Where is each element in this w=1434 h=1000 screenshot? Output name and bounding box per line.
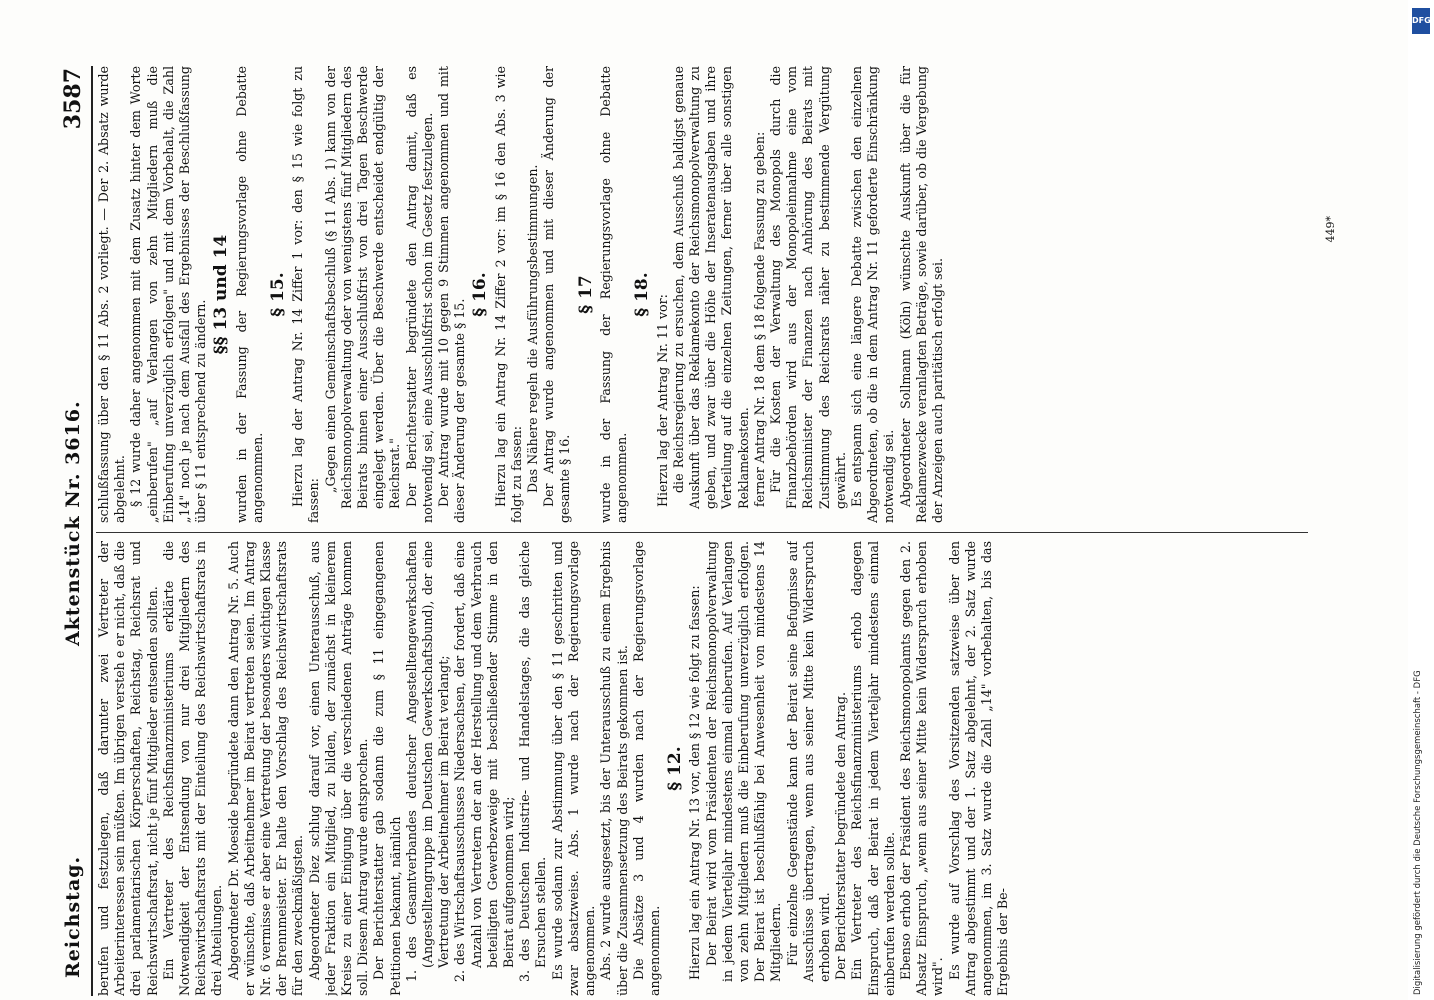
paragraph: Der Berichterstatter gab sodann die zum § 11 eingegangenen Petitionen bekannt, nämlich (371, 541, 403, 996)
paragraph: schlußfassung über den § 11 Abs. 2 vorliegt. — Der 2. Absatz wurde abgelehnt. (96, 66, 128, 523)
paragraph: Es entspann sich eine längere Debatte zwischen den einzelnen Abgeordneten, ob die in dem Antrag Nr. 11 geforderte Einschränkung notwendig sei. (848, 66, 897, 523)
paragraph: ferner Antrag Nr. 18 dem § 18 folgende Fassung zu geben: (751, 131, 767, 507)
header-left: Reichstag. (62, 855, 84, 978)
paragraph: berufen und festzulegen, daß darunter zwei Vertreter der Arbeiterinteressen sein müßten. Im übrigen versteh e er nicht, daß die drei parlamentarischen Körperschaften, Reichstag, Reichsrat und Reichswirtschaftsrat, nicht je fünf Mitglieder entsenden sollten. (96, 541, 160, 996)
list-item: 3. des Deutschen Industrie- und Handelstages, die das gleiche Ersuchen stellen. (517, 541, 549, 982)
paragraph: Abs. 2 wurde ausgesetzt, bis der Unterausschuß zu einem Ergebnis über die Zusammensetzung des Beirats gekommen ist. (598, 541, 630, 996)
paragraph: wurden in der Fassung der Regierungsvorlage ohne Debatte angenommen. (233, 66, 265, 523)
paragraph: Ein Vertreter des Reichsfinanzministeriums erhob dagegen Einspruch, daß der Beirat in jedem Vierteljahr mindestens einmal einberufen werden sollte. (849, 541, 897, 996)
paragraph: Hierzu lag ein Antrag Nr. 13 vor, den § 12 wie folgt zu fassen: (687, 585, 703, 980)
paragraph: Hierzu lag der Antrag Nr. 14 Ziffer 1 vor: den § 15 wie folgt zu fassen: (290, 66, 322, 523)
header-rule (91, 66, 93, 996)
digitization-credit: Digitalisierung gefördert durch die Deutsche Forschungsgemeinschaft - DFG (1413, 670, 1423, 995)
quoted-text: Für einzelne Gegenstände kann der Beirat seine Befugnisse auf Ausschüsse übertragen, wenn aus seiner Mitte kein Widerspruch erhoben wird. (784, 541, 832, 982)
quoted-text: Der Beirat wird vom Präsidenten der Reichsmonopolverwaltung in jedem Vierteljahr mindestens einmal einberufen. Auf Verlangen von zehn Mitgliedern muß die Einberufung unverzüglich erfolgen. Der Beirat ist beschlußfähig bei Anwesenheit von mindestens 14 Mitgliedern. (703, 541, 784, 982)
quoted-text: Für die Kosten der Verwaltung des Monopols durch die Finanzbehörden wird aus der Monopoleinnahme eine vom Reichsminister der Finanzen nach Anhörung des Beirats mit Zustimmung des Reichsrats näher zu bestimmende Vergütung gewährt. (767, 66, 848, 509)
right-text-column (96, 66, 1318, 523)
list-item: 1. des Gesamtverbandes deutscher Angestelltengewerkschaften (Angestelltengruppe im Deutschen Gewerkschaftsbund), der eine Vertretung der Arbeitnehmer im Beirat verlangt; (403, 541, 452, 982)
paragraph: Der Berichterstatter begründete den Antrag. (833, 692, 849, 980)
left-text-column (96, 541, 1318, 996)
column-separator (96, 532, 1308, 533)
paragraph: Abgeordneter Diez schlug darauf vor, einen Unterausschuß, aus jeder Fraktion ein Mitglied, zu bilden, der zunächst in kleinerem Kreise zu einer Einigung über die verschiedenen Anträge kommen soll. Diesem Antrag wurde entsprochen. (306, 541, 371, 996)
paragraph: Es wurde auf Vorschlag des Vorsitzenden satzweise über den Antrag abgestimmt und der 1. Satz abgelehnt, der 2. Satz wurde angenommen, im 3. Satz wurde die Zahl „14" vorbehalten, bis das Ergebnis der Be- (946, 541, 1011, 996)
section-heading: § 15. (268, 272, 289, 317)
paragraph: Es wurde sodann zur Abstimmung über den § 11 geschritten und zwar absatzweise. Abs. 1 wurde nach der Regierungsvorlage angenommen. (549, 541, 598, 996)
section-heading: § 12. (665, 746, 686, 791)
paragraph: Ebenso erhob der Präsident des Reichsmonopolamts gegen den 2. Absatz Einspruch, „wenn aus seiner Mitte kein Widerspruch erhoben wird". (897, 541, 946, 996)
page-number: 3587 (60, 68, 86, 130)
paragraph: Der Antrag wurde mit 10 gegen 9 Stimmen angenommen und mit dieser Änderung der gesamte § 15. (436, 66, 468, 523)
quoted-text: „Gegen einen Gemeinschaftsbeschluß (§ 11 Abs. 1) kann von der Reichsmonopolverwaltung oder von wenigstens fünf Mitgliedern des Beirats binnen einer Ausschlußfrist von drei Tagen Beschwerde eingelegt werden. Über die Beschwerde entscheidet endgültig der Reichsrat." (322, 66, 403, 509)
section-heading: § 17 (575, 275, 596, 314)
quoted-text: Das Nähere regeln die Ausführungsbestimmungen. (525, 164, 541, 493)
paragraph: wurde in der Fassung der Regierungsvorlage ohne Debatte angenommen. (597, 66, 630, 523)
section-heading: § 18. (632, 272, 653, 317)
section-heading: §§ 13 und 14 (211, 234, 232, 355)
section-heading: § 16. (470, 272, 491, 317)
paragraph: Abgeordneter Dr. Moeside begründete dann den Antrag Nr. 5. Auch er wünschte, daß Arbeitnehmer im Beirat vertreten seien. Im Antrag Nr. 6 vermisse er aber eine Vertretung der besonders wichtigen Klasse der Brennmeister. Er halte den Vorschlag des Reichswirtschaftsrats für den zweckmäßigsten. (225, 541, 306, 996)
paragraph: § 12 wurde daher angenommen mit dem Zusatz hinter dem Worte „einberufen" „auf Verlangen von zehn Mitgliedern muß die Einberufung unverzüglich erfolgen" und mit dem Vorbehalt, die Zahl „14" noch je nach dem Ausfall des Ergebnisses der Beschlußfassung über § 11 entsprechend zu ändern. (128, 66, 209, 523)
digitization-sidebar (1408, 0, 1434, 1000)
paragraph: Abgeordneter Sollmann (Köln) wünschte Auskunft über die für Reklamezwecke veranlagten Beträge, sowie darüber, ob die Vergebung der Anzeigen auch paritätisch erfolgt sei. (897, 66, 945, 523)
header-document-number: Aktenstück Nr. 3616. (62, 400, 84, 646)
paragraph: Hierzu lag der Antrag Nr. 11 vor: (654, 294, 670, 507)
list-item: 2. des Wirtschaftsausschusses Niedersachsen, der fordert, daß eine Anzahl von Vertretern der an der Herstellung und dem Verbrauch beteiligten Gewerbezweige mit beschließender Stimme in den Beirat aufgenommen wird; (452, 541, 517, 982)
signature-mark: 449* (1324, 216, 1337, 243)
paragraph: Ein Vertreter des Reichsfinanzministeriums erklärte die Notwendigkeit der Entsendung von nur drei Mitgliedern des Reichswirtschaftsrats mit der Einteilung des Reichswirtschaftsrats in drei Abteilungen. (160, 541, 225, 996)
quoted-text: die Reichsregierung zu ersuchen, dem Ausschuß baldigst genaue Auskunft über das Reklamekonto der Reichsmonopolverwaltung zu geben, und zwar über die Höhe der Inseratenausgaben und ihre Verteilung auf die einzelnen Zeitungen, ferner über alle sonstigen Reklamekosten. (670, 66, 751, 509)
paragraph: Die Absätze 3 und 4 wurden nach der Regierungsvorlage angenommen. (630, 541, 662, 996)
rotated-document-page (58, 66, 1348, 996)
dfg-logo: DFG (1412, 8, 1430, 34)
paragraph: Hierzu lag ein Antrag Nr. 14 Ziffer 2 vor: im § 16 den Abs. 3 wie folgt zu fassen: (492, 66, 524, 523)
page-footer (1322, 66, 1348, 996)
paragraph: Der Antrag wurde angenommen und mit dieser Änderung der gesamte § 16. (541, 66, 573, 523)
paragraph: Der Berichterstatter begründete den Antrag damit, daß es notwendig sei, eine Ausschlußfrist schon im Gesetz festzulegen. (403, 66, 435, 523)
